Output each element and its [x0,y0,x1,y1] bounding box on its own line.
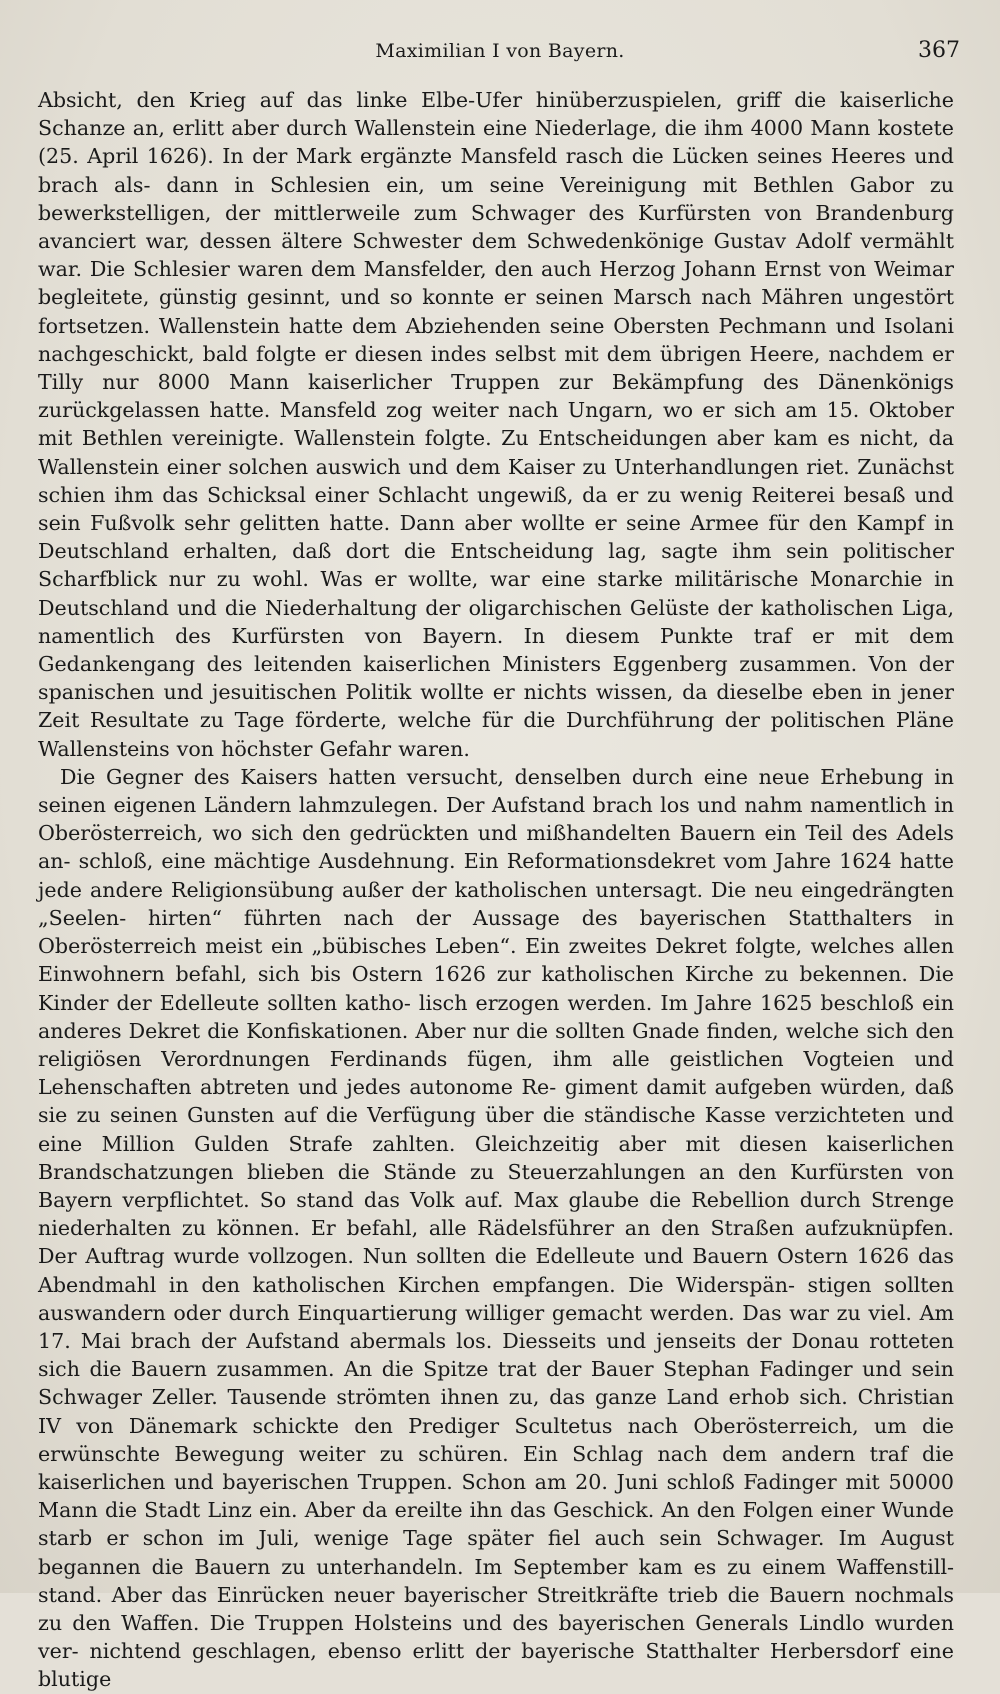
running-title: Maximilian I von Bayern. [375,40,625,62]
running-head [0,36,1000,66]
body-text [38,86,954,1694]
paragraph: Absicht, den Krieg auf das linke Elbe-Ufer hinüberzuspielen, griff die kaiserliche Schanze an, erlitt aber durch Wallenstein eine Niederlage, die ihm 4000 Mann kostete (25. April 1626). In der Mark ergänzte Mansfeld rasch die Lücken seines Heeres und brach als- dann in Schlesien ein, um seine Vereinigung mit Bethlen Gabor zu bewerkstelligen, der mittlerweile zum Schwager des Kurfürsten von Brandenburg avanciert war, dessen ältere Schwester dem Schwedenkönige Gustav Adolf vermählt war. Die Schlesier waren dem Mansfelder, den auch Herzog Johann Ernst von Weimar begleitete, günstig gesinnt, und so konnte er seinen Marsch nach Mähren ungestört fortsetzen. Wallenstein hatte dem Abziehenden seine Obersten Pechmann und Isolani nachgeschickt, bald folgte er diesen indes selbst mit dem übrigen Heere, nachdem er Tilly nur 8000 Mann kaiserlicher Truppen zur Bekämpfung des Dänenkönigs zurückgelassen hatte. Mansfeld zog weiter nach Ungarn, wo er sich am 15. Oktober mit Bethlen vereinigte. Wallenstein folgte. Zu Entscheidungen aber kam es nicht, da Wallenstein einer solchen auswich und dem Kaiser zu Unterhandlungen riet. Zunächst schien ihm das Schicksal einer Schlacht ungewiß, da er zu wenig Reiterei besaß und sein Fußvolk sehr gelitten hatte. Dann aber wollte er seine Armee für den Kampf in Deutschland erhalten, daß dort die Entscheidung lag, sagte ihm sein politischer Scharfblick nur zu wohl. Was er wollte, war eine starke militärische Monarchie in Deutschland und die Niederhaltung der oligarchischen Gelüste der katholischen Liga, namentlich des Kurfürsten von Bayern. In diesem Punkte traf er mit dem Gedankengang des leitenden kaiserlichen Ministers Eggenberg zusammen. Von der spanischen und jesuitischen Politik wollte er nichts wissen, da dieselbe eben in jener Zeit Resultate zu Tage förderte, welche für die Durchführung der politischen Pläne Wallensteins von höchster Gefahr waren. [38,88,954,761]
page-number: 367 [918,38,960,63]
paragraph: Die Gegner des Kaisers hatten versucht, denselben durch eine neue Erhebung in seinen eigenen Ländern lahmzulegen. Der Aufstand brach los und nahm namentlich in Oberösterreich, wo sich den gedrückten und mißhandelten Bauern ein Teil des Adels an- schloß, eine mächtige Ausdehnung. Ein Reformationsdekret vom Jahre 1624 hatte jede andere Religionsübung außer der katholischen untersagt. Die neu eingedrängten „Seelen- hirten“ führten nach der Aussage des bayerischen Statthalters in Oberösterreich meist ein „bübisches Leben“. Ein zweites Dekret folgte, welches allen Einwohnern befahl, sich bis Ostern 1626 zur katholischen Kirche zu bekennen. Die Kinder der Edelleute sollten katho- lisch erzogen werden. Im Jahre 1625 beschloß ein anderes Dekret die Konfiskationen. Aber nur die sollten Gnade finden, welche sich den religiösen Verordnungen Ferdinands fügen, ihm alle geistlichen Vogteien und Lehenschaften abtreten und jedes autonome Re- giment damit aufgeben würden, daß sie zu seinen Gunsten auf die Verfügung über die ständische Kasse verzichteten und eine Million Gulden Strafe zahlten. Gleichzeitig aber mit diesen kaiserlichen Brandschatzungen blieben die Stände zu Steuerzahlungen an den Kurfürsten von Bayern verpflichtet. So stand das Volk auf. Max glaube die Rebellion durch Strenge niederhalten zu können. Er befahl, alle Rädelsführer an den Straßen aufzuknüpfen. Der Auftrag wurde vollzogen. Nun sollten die Edelleute und Bauern Ostern 1626 das Abendmahl in den katholischen Kirchen empfangen. Die Widerspän- stigen sollten auswandern oder durch Einquartierung williger gemacht werden. Das war zu viel. Am 17. Mai brach der Aufstand abermals los. Diesseits und jenseits der Donau rotteten sich die Bauern zusammen. An die Spitze trat der Bauer Stephan Fadinger und sein Schwager Zeller. Tausende strömten ihnen zu, das ganze Land erhob sich. Christian IV von Dänemark schickte den Prediger Scultetus nach Oberösterreich, um die erwünschte Bewegung weiter zu schüren. Ein Schlag nach dem andern traf die kaiserlichen und bayerischen Truppen. Schon am 20. Juni schloß Fadinger mit 50000 Mann die Stadt Linz ein. Aber da ereilte ihn das Geschick. An den Folgen einer Wunde starb er schon im Juli, wenige Tage später fiel auch sein Schwager. Im August begannen die Bauern zu unterhandeln. Im September kam es zu einem Waffenstill- stand. Aber das Einrücken neuer bayerischer Streitkräfte trieb die Bauern nochmals zu den Waffen. Die Truppen Holsteins und des bayerischen Generals Lindlo wurden ver- nichtend geschlagen, ebenso erlitt der bayerische Statthalter Herbersdorf eine blutige [38,764,954,1692]
